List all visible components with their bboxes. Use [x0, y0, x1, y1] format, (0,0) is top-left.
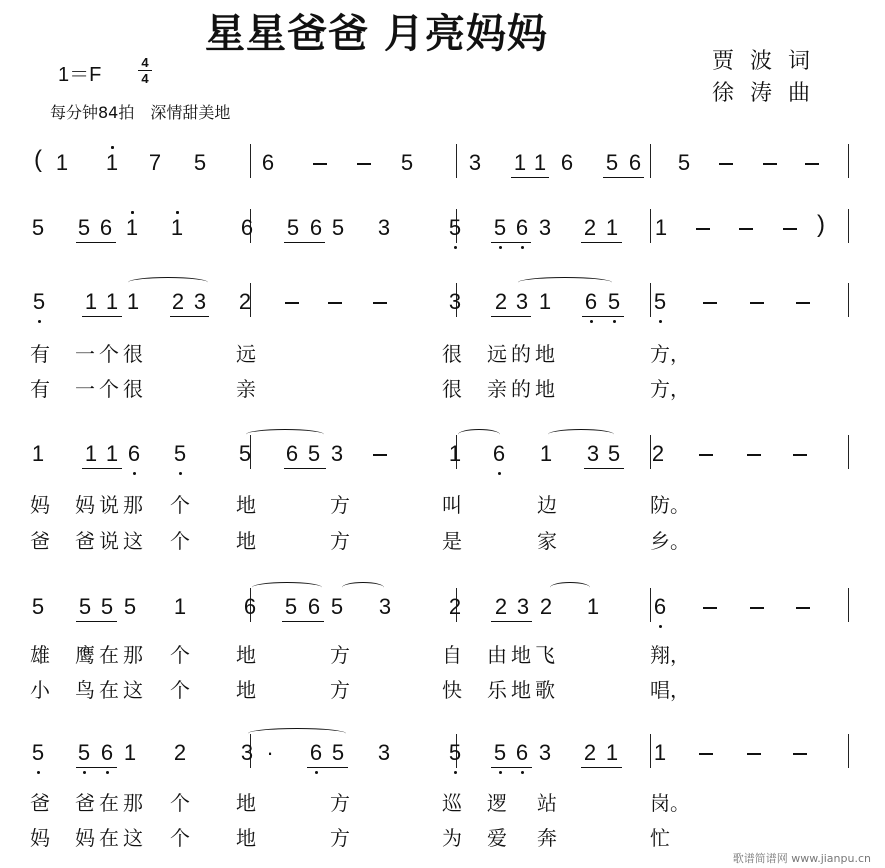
sustain-dash [796, 607, 810, 609]
note: 3 [377, 215, 391, 240]
lyric-syllable: 个 [170, 493, 190, 517]
note: 3 [240, 740, 254, 765]
time-signature-top: 4 [141, 55, 149, 70]
lyric-syllable: 方 [330, 791, 350, 815]
eighth-beam [581, 242, 622, 243]
barline [848, 144, 849, 178]
lyric-syllable: 爸说这 [75, 529, 147, 553]
lyric-syllable: 爸 [30, 791, 50, 815]
note: 6 [309, 215, 323, 240]
note: 1 [654, 215, 668, 240]
note: 1 [653, 740, 667, 765]
tie-slur [248, 728, 346, 739]
lyric-syllable: 地 [236, 826, 256, 850]
eighth-beam [491, 767, 532, 768]
low-octave-dot [315, 771, 318, 774]
lyric-syllable: 奔 [537, 826, 557, 850]
lyric-syllable: 自 [442, 643, 462, 667]
note: 5 [448, 215, 462, 240]
lyric-syllable: 远 [236, 342, 256, 366]
barline [650, 209, 651, 243]
sustain-dash [373, 454, 387, 456]
note: 5 [605, 150, 619, 175]
sustain-dash [699, 454, 713, 456]
sustain-dash [796, 302, 810, 304]
note: 2 [238, 289, 252, 314]
note: 6 [240, 215, 254, 240]
barline [650, 734, 651, 768]
note: 3 [193, 289, 207, 314]
lyric-syllable: 由地飞 [487, 643, 559, 667]
lyric-syllable: 防。 [650, 493, 690, 517]
lyric-syllable: 一个很 [75, 377, 147, 401]
high-octave-dot [131, 211, 134, 214]
lyric-syllable: 家 [537, 529, 557, 553]
low-octave-dot [659, 320, 662, 323]
note: 1 [538, 289, 552, 314]
eighth-beam [581, 767, 622, 768]
note: 5 [31, 594, 45, 619]
lyric-syllable: 鹰在那 [75, 643, 147, 667]
note: 1 [84, 441, 98, 466]
lyric-syllable: 亲的地 [487, 377, 559, 401]
note: 2 [583, 215, 597, 240]
eighth-beam [82, 468, 122, 469]
lyric-syllable: 个 [170, 643, 190, 667]
note: 2 [448, 594, 462, 619]
note: 5 [331, 215, 345, 240]
sustain-dash [703, 607, 717, 609]
sustain-dash [750, 607, 764, 609]
note: 5 [100, 594, 114, 619]
note: 6 [127, 441, 141, 466]
eighth-beam [307, 767, 348, 768]
lyric-syllable: 岗。 [650, 791, 690, 815]
eighth-beam [284, 468, 326, 469]
sustain-dash [805, 163, 819, 165]
note: 3 [538, 740, 552, 765]
note: 7 [148, 150, 162, 175]
note: 6 [515, 215, 529, 240]
note: 5 [330, 594, 344, 619]
lyric-syllable: 地 [236, 529, 256, 553]
note: · [266, 740, 274, 765]
lyric-syllable: 妈说那 [75, 493, 147, 517]
low-octave-dot [521, 771, 524, 774]
lyric-syllable: 为 [442, 826, 462, 850]
barline [848, 588, 849, 622]
note: 1 [173, 594, 187, 619]
barline [250, 144, 251, 178]
tie-slur [128, 277, 208, 288]
note: 1 [31, 441, 45, 466]
low-octave-dot [498, 472, 501, 475]
eighth-beam [584, 468, 624, 469]
note: 6 [653, 594, 667, 619]
note: 3 [378, 594, 392, 619]
note: 6 [285, 441, 299, 466]
sustain-dash [696, 228, 710, 230]
lyric-syllable: 方 [330, 678, 350, 702]
sustain-dash [699, 753, 713, 755]
low-octave-dot [613, 320, 616, 323]
note: 5 [32, 289, 46, 314]
note: 6 [307, 594, 321, 619]
note: 5 [307, 441, 321, 466]
eighth-beam [511, 177, 549, 178]
tie-slur [550, 582, 590, 593]
note: 3 [468, 150, 482, 175]
sustain-dash [747, 454, 761, 456]
lyricist-credit: 贾波词 [712, 49, 827, 74]
lyric-syllable: 方， [650, 377, 690, 401]
song-title: 星星爸爸 月亮妈妈 [205, 11, 548, 57]
note: 6 [628, 150, 642, 175]
note: 5 [493, 740, 507, 765]
lyric-syllable: 小 [30, 678, 50, 702]
key-signature: 1＝F [58, 64, 102, 86]
eighth-beam [282, 621, 324, 622]
note: 5 [677, 150, 691, 175]
note: 5 [653, 289, 667, 314]
note: 3 [515, 289, 529, 314]
note: 1 [586, 594, 600, 619]
barline [848, 283, 849, 317]
lyric-syllable: 方 [330, 643, 350, 667]
note: 1 [448, 441, 462, 466]
tie-slur [548, 429, 614, 440]
lyric-syllable: 妈在这 [75, 826, 147, 850]
eighth-beam [491, 621, 532, 622]
note: 6 [99, 215, 113, 240]
note: 2 [583, 740, 597, 765]
lyric-syllable: 巡 [442, 791, 462, 815]
barline [848, 435, 849, 469]
note: 1 [84, 289, 98, 314]
lyric-syllable: 逻 [487, 791, 507, 815]
lyric-syllable: 有 [30, 377, 50, 401]
time-signature-bottom: 4 [141, 71, 149, 86]
note: 3 [330, 441, 344, 466]
sustain-dash [739, 228, 753, 230]
low-octave-dot [454, 771, 457, 774]
note: 6 [515, 740, 529, 765]
eighth-beam [603, 177, 644, 178]
tempo-marking: 每分钟84拍 深情甜美地 [50, 103, 231, 122]
lyric-syllable: 叫 [442, 493, 462, 517]
low-octave-dot [133, 472, 136, 475]
note: 5 [173, 441, 187, 466]
lyric-syllable: 远的地 [487, 342, 559, 366]
low-octave-dot [659, 625, 662, 628]
lyric-syllable: 亲 [236, 377, 256, 401]
note: 6 [261, 150, 275, 175]
lyric-syllable: 方 [330, 826, 350, 850]
lyric-syllable: 忙 [650, 826, 670, 850]
lyric-syllable: 个 [170, 826, 190, 850]
low-octave-dot [454, 246, 457, 249]
lyric-syllable: 个 [170, 529, 190, 553]
note: 1 [105, 150, 119, 175]
low-octave-dot [590, 320, 593, 323]
note: 5 [77, 740, 91, 765]
lyric-syllable: 乡。 [650, 529, 690, 553]
lyric-syllable: 很 [442, 342, 462, 366]
note: 6 [584, 289, 598, 314]
eighth-beam [284, 242, 325, 243]
lyric-syllable: 爱 [487, 826, 507, 850]
sustain-dash [750, 302, 764, 304]
high-octave-dot [176, 211, 179, 214]
lyric-syllable: 方， [650, 342, 690, 366]
note: 5 [77, 215, 91, 240]
note: 3 [448, 289, 462, 314]
sustain-dash [373, 302, 387, 304]
eighth-beam [82, 316, 122, 317]
high-octave-dot [111, 146, 114, 149]
note: 6 [309, 740, 323, 765]
note: 5 [286, 215, 300, 240]
lyric-syllable: 雄 [30, 643, 50, 667]
sustain-dash [313, 163, 327, 165]
barline [650, 588, 651, 622]
lyric-syllable: 地 [236, 643, 256, 667]
note: 5 [493, 215, 507, 240]
lyric-syllable: 地 [236, 678, 256, 702]
note: 3 [516, 594, 530, 619]
note: 5 [607, 289, 621, 314]
lyric-syllable: 有 [30, 342, 50, 366]
note: 3 [538, 215, 552, 240]
lyric-syllable: 爸在那 [75, 791, 147, 815]
note: 1 [126, 289, 140, 314]
lyric-syllable: 翔， [650, 643, 690, 667]
note: 6 [492, 441, 506, 466]
sustain-dash [285, 302, 299, 304]
lyric-syllable: 快 [442, 678, 462, 702]
tie-slur [246, 429, 324, 440]
note: 5 [607, 441, 621, 466]
sustain-dash [747, 753, 761, 755]
low-octave-dot [37, 771, 40, 774]
lyric-syllable: 乐地歌 [487, 678, 559, 702]
eighth-beam [491, 316, 531, 317]
lyric-syllable: 是 [442, 529, 462, 553]
note: 5 [193, 150, 207, 175]
eighth-beam [76, 621, 117, 622]
note: 6 [243, 594, 257, 619]
note: 1 [105, 441, 119, 466]
note: 1 [533, 150, 547, 175]
time-signature [138, 56, 152, 85]
note: 1 [105, 289, 119, 314]
lyric-syllable: 个 [170, 678, 190, 702]
barline [848, 734, 849, 768]
low-octave-dot [83, 771, 86, 774]
note: 5 [123, 594, 137, 619]
low-octave-dot [521, 246, 524, 249]
eighth-beam [582, 316, 624, 317]
note: 5 [31, 740, 45, 765]
low-octave-dot [179, 472, 182, 475]
note: 5 [238, 441, 252, 466]
barline [456, 144, 457, 178]
sustain-dash [783, 228, 797, 230]
low-octave-dot [106, 771, 109, 774]
sustain-dash [793, 753, 807, 755]
lyric-syllable: 爸 [30, 529, 50, 553]
tie-slur [458, 429, 500, 440]
low-octave-dot [499, 246, 502, 249]
note: 2 [651, 441, 665, 466]
note: 5 [284, 594, 298, 619]
eighth-beam [76, 242, 116, 243]
lyric-syllable: 唱， [650, 678, 690, 702]
lyric-syllable: 方 [330, 529, 350, 553]
low-octave-dot [38, 320, 41, 323]
barline [848, 209, 849, 243]
note: 1 [539, 441, 553, 466]
sustain-dash [703, 302, 717, 304]
note: 1 [605, 740, 619, 765]
lyric-syllable: 很 [442, 377, 462, 401]
note: 5 [400, 150, 414, 175]
note: 2 [494, 594, 508, 619]
intro-close-paren: ) [817, 211, 825, 238]
tie-slur [518, 277, 612, 288]
sustain-dash [763, 163, 777, 165]
lyric-syllable: 妈 [30, 826, 50, 850]
sustain-dash [793, 454, 807, 456]
tie-slur [252, 582, 322, 593]
lyric-syllable: 一个很 [75, 342, 147, 366]
note: 3 [586, 441, 600, 466]
low-octave-dot [499, 771, 502, 774]
sustain-dash [328, 302, 342, 304]
lyric-syllable: 个 [170, 791, 190, 815]
intro-open-paren: ( [34, 146, 42, 173]
lyric-syllable: 妈 [30, 493, 50, 517]
note: 2 [173, 740, 187, 765]
watermark: 歌谱简谱网 www.jianpu.cn [732, 852, 871, 865]
note: 1 [55, 150, 69, 175]
note: 3 [377, 740, 391, 765]
note: 5 [331, 740, 345, 765]
barline [650, 144, 651, 178]
note: 1 [513, 150, 527, 175]
lyric-syllable: 鸟在这 [75, 678, 147, 702]
eighth-beam [491, 242, 531, 243]
note: 1 [170, 215, 184, 240]
note: 1 [125, 215, 139, 240]
sustain-dash [357, 163, 371, 165]
composer-credit: 徐涛曲 [712, 81, 827, 106]
note: 6 [100, 740, 114, 765]
note: 2 [539, 594, 553, 619]
eighth-beam [170, 316, 209, 317]
note: 1 [123, 740, 137, 765]
note: 6 [560, 150, 574, 175]
sustain-dash [719, 163, 733, 165]
note: 1 [605, 215, 619, 240]
lyric-syllable: 站 [537, 791, 557, 815]
lyric-syllable: 方 [330, 493, 350, 517]
lyric-syllable: 边 [537, 493, 557, 517]
note: 2 [494, 289, 508, 314]
lyric-syllable: 地 [236, 493, 256, 517]
eighth-beam [76, 767, 117, 768]
barline [650, 283, 651, 317]
tie-slur [342, 582, 384, 593]
note: 5 [31, 215, 45, 240]
note: 5 [448, 740, 462, 765]
note: 5 [78, 594, 92, 619]
note: 2 [171, 289, 185, 314]
lyric-syllable: 地 [236, 791, 256, 815]
